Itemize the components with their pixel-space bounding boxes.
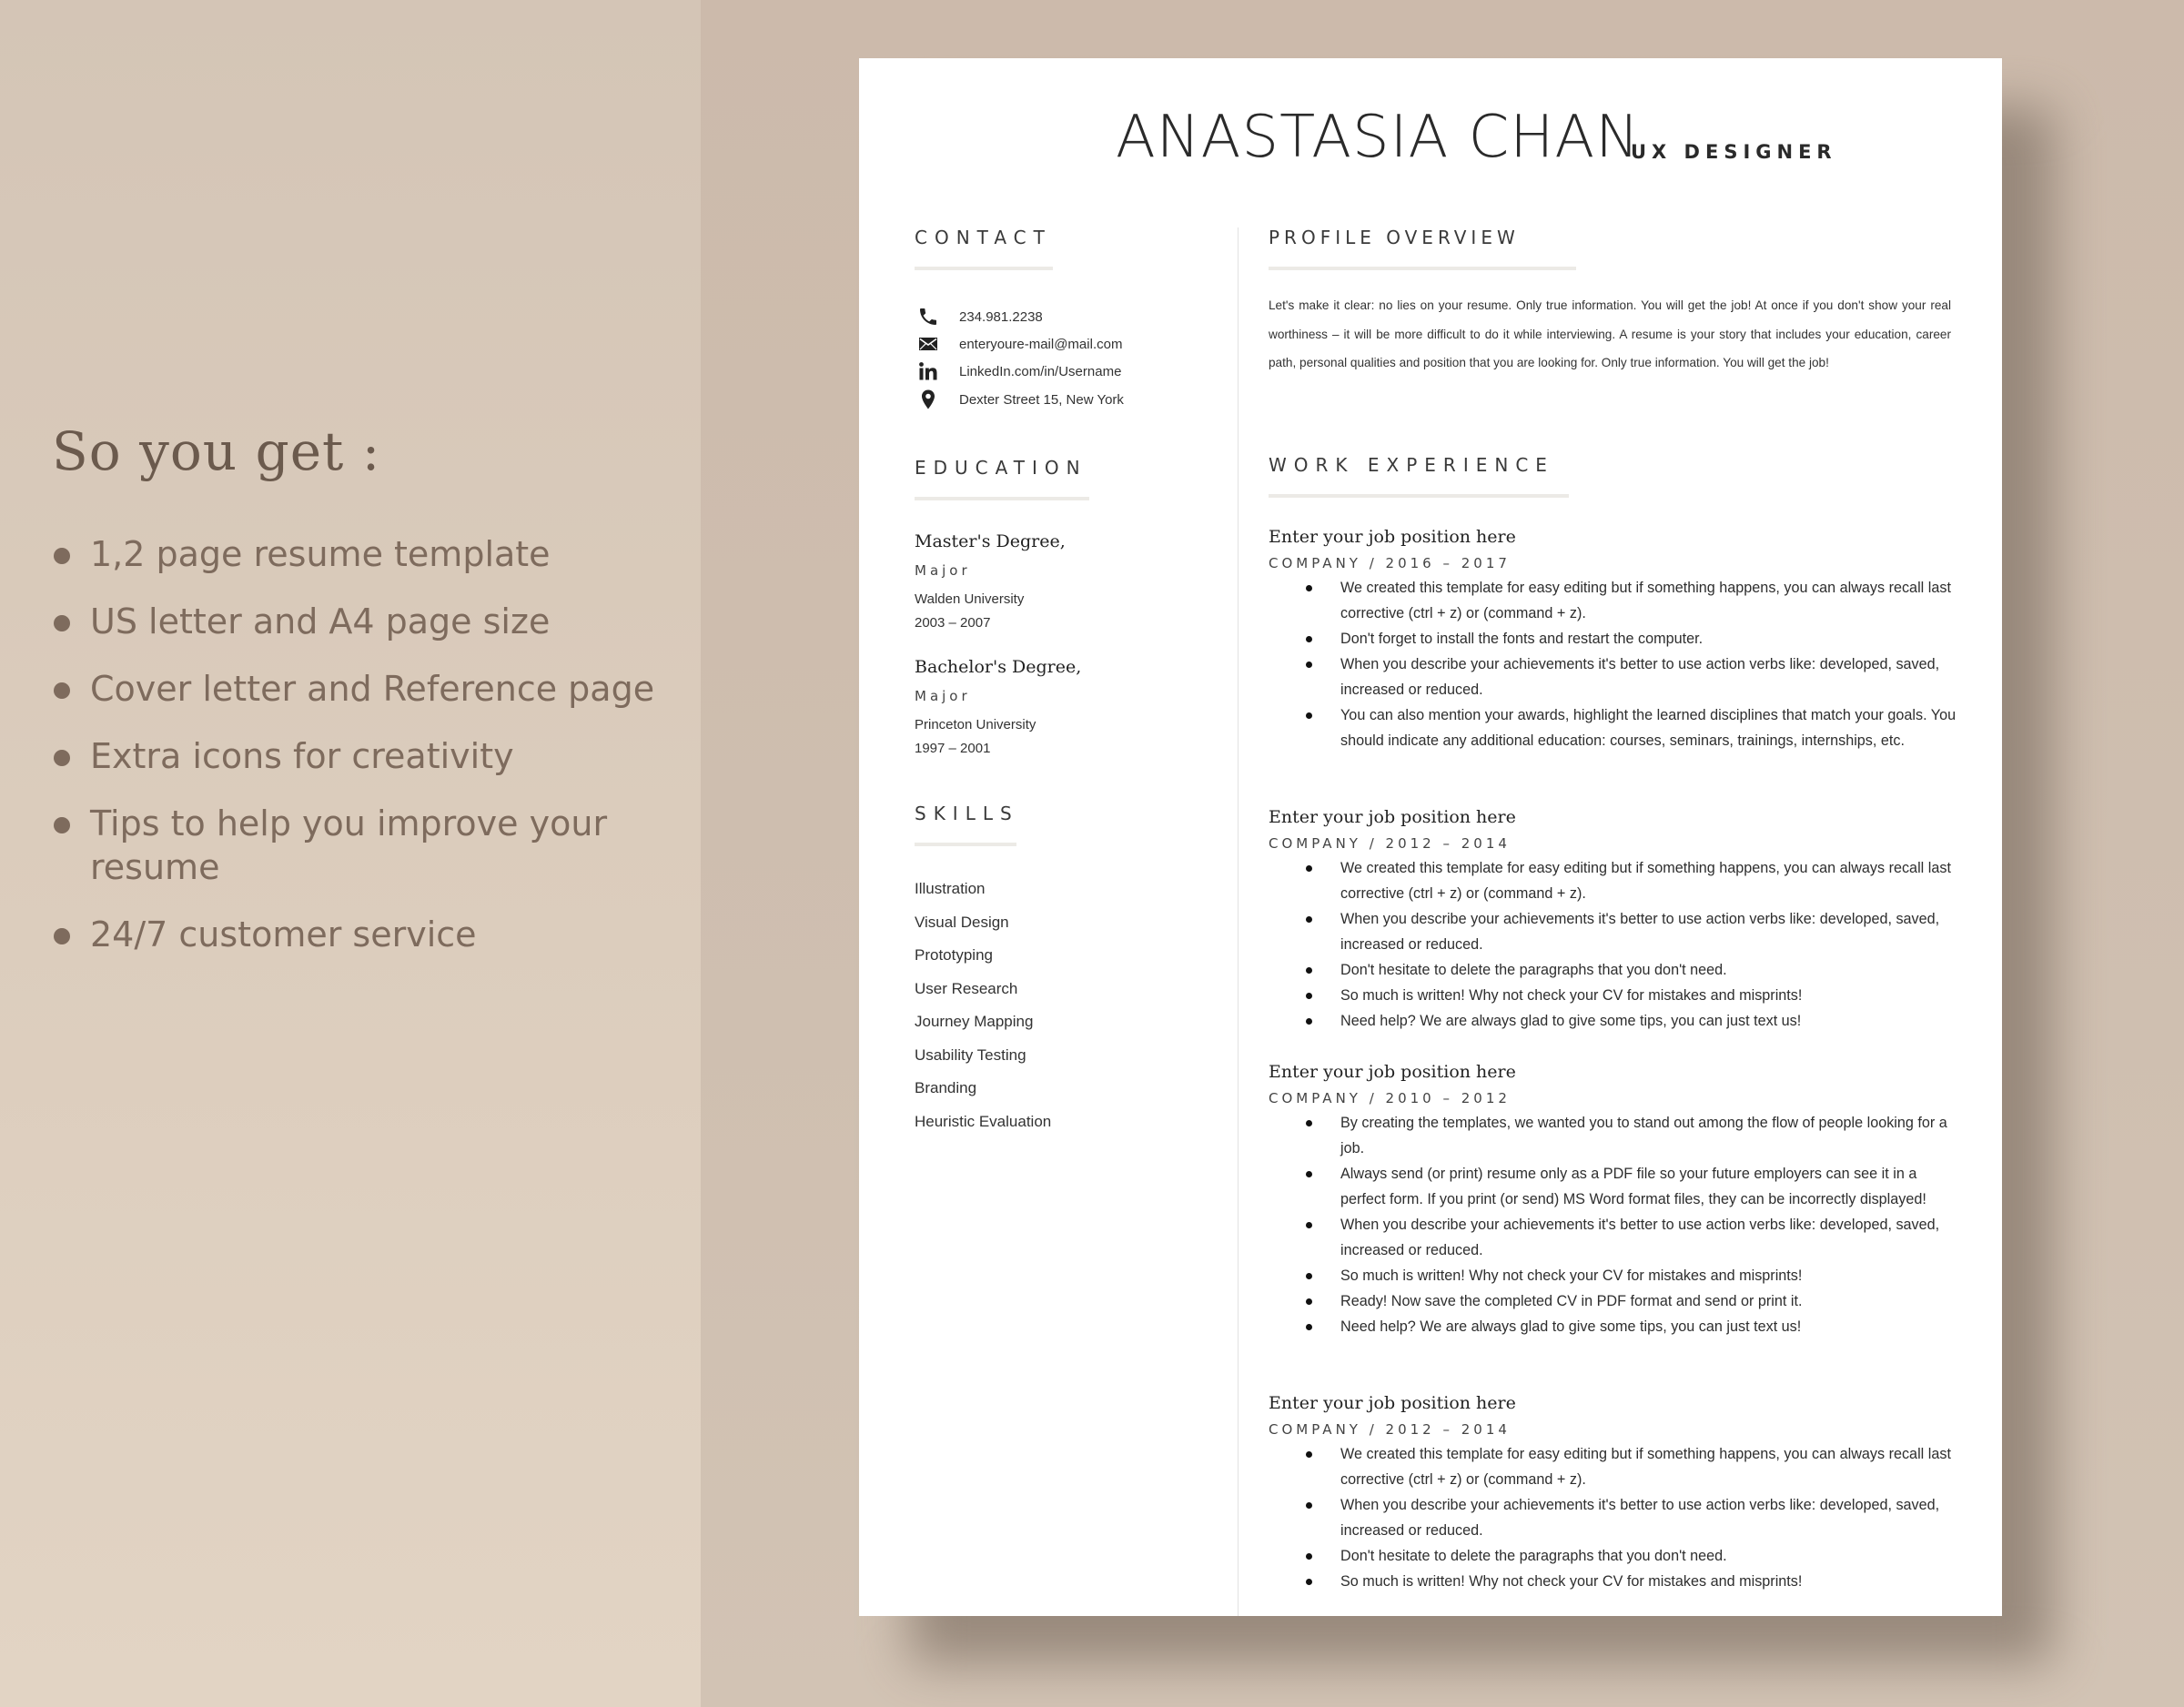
- promo-feature-list: [52, 532, 680, 980]
- promo-panel: [0, 0, 701, 1707]
- contact-heading: CONTACT: [915, 227, 1052, 248]
- profile-heading: PROFILE OVERVIEW: [1269, 227, 1520, 248]
- contact-email: [917, 332, 1122, 356]
- promo-feature-item: [52, 913, 680, 956]
- job-bullet: So much is written! Why not check your CV for mistakes and misprints!: [1269, 1569, 1960, 1594]
- skill-item: Illustration: [915, 880, 986, 897]
- resume-job-title: UX DESIGNER: [1631, 141, 1837, 163]
- contact-linkedin: [917, 359, 1121, 383]
- contact-text: 234.981.2238: [959, 308, 1043, 325]
- skill-item: Usability Testing: [915, 1046, 1026, 1064]
- promo-feature-text: 24/7 customer service: [90, 914, 477, 955]
- job-bullet: We created this template for easy editing but if something happens, you can always recall last corrective (ctrl + z) or (command + z).: [1269, 1441, 1960, 1492]
- job-entry: [1269, 524, 1960, 753]
- skill-item: Visual Design: [915, 914, 1009, 931]
- job-entry: [1269, 804, 1960, 1034]
- job-bullet: When you describe your achievements it's better to use action verbs like: developed, saved, increased or reduced.: [1269, 651, 1960, 702]
- contact-text: LinkedIn.com/in/Username: [959, 363, 1122, 379]
- job-bullet: Don't hesitate to delete the paragraphs that you don't need.: [1269, 957, 1960, 983]
- promo-feature-item: [52, 802, 680, 889]
- mail-icon: [917, 333, 939, 355]
- job-position: Enter your job position here: [1269, 807, 1516, 827]
- job-bullet: Need help? We are always glad to give some tips, you can just text us!: [1269, 1314, 1960, 1339]
- promo-feature-item: [52, 734, 680, 778]
- bullet-dot-icon: [54, 615, 70, 631]
- education-years: 1997 – 2001: [915, 741, 991, 756]
- job-bullet: Need help? We are always glad to give some tips, you can just text us!: [1269, 1008, 1960, 1034]
- bullet-dot-icon: [54, 682, 70, 699]
- job-entry: [1269, 1390, 1960, 1594]
- job-bullets: [1269, 575, 1960, 753]
- job-company: COMPANY / 2012 – 2014: [1269, 835, 1511, 852]
- job-bullet: So much is written! Why not check your CV for mistakes and misprints!: [1269, 1263, 1960, 1288]
- job-bullet: Ready! Now save the completed CV in PDF format and send or print it.: [1269, 1288, 1960, 1314]
- job-position: Enter your job position here: [1269, 1062, 1516, 1082]
- job-bullet: When you describe your achievements it's better to use action verbs like: developed, saved, increased or reduced.: [1269, 1212, 1960, 1263]
- promo-feature-text: Extra icons for creativity: [90, 736, 514, 776]
- location-pin-icon: [917, 389, 939, 410]
- job-bullets: [1269, 1110, 1960, 1339]
- heading-underline: [915, 497, 1089, 500]
- job-bullet: Don't forget to install the fonts and restart the computer.: [1269, 626, 1960, 651]
- education-heading: EDUCATION: [915, 457, 1087, 479]
- job-entry: [1269, 1059, 1960, 1339]
- skills-heading: SKILLS: [915, 803, 1019, 824]
- education-degree: Master's Degree,: [915, 531, 1066, 551]
- skill-item: Branding: [915, 1079, 977, 1096]
- work-heading: WORK EXPERIENCE: [1269, 454, 1554, 476]
- contact-phone: [917, 305, 1043, 328]
- education-school: Walden University: [915, 591, 1025, 607]
- job-bullet: Don't hesitate to delete the paragraphs that you don't need.: [1269, 1543, 1960, 1569]
- promo-feature-text: Cover letter and Reference page: [90, 669, 655, 709]
- bullet-dot-icon: [54, 817, 70, 833]
- promo-feature-item: [52, 532, 680, 576]
- education-major: Major: [915, 688, 971, 704]
- heading-underline: [915, 267, 1053, 270]
- skill-item: Heuristic Evaluation: [915, 1113, 1052, 1130]
- promo-feature-text: 1,2 page resume template: [90, 534, 551, 574]
- contact-text: enteryoure-mail@mail.com: [959, 336, 1123, 352]
- promo-feature-text: Tips to help you improve your resume: [90, 803, 608, 887]
- job-bullet: So much is written! Why not check your CV for mistakes and misprints!: [1269, 983, 1960, 1008]
- bullet-dot-icon: [54, 548, 70, 564]
- contact-address: [917, 388, 1124, 411]
- heading-underline: [915, 843, 1016, 846]
- education-major: Major: [915, 562, 971, 579]
- heading-underline: [1269, 494, 1569, 498]
- job-company: COMPANY / 2016 – 2017: [1269, 555, 1511, 571]
- profile-text: Let's make it clear: no lies on your resume. Only true information. You will get the job! At once if you don't show your real worthiness – it will be more difficult to do it while interviewing. A resume is your story that includes your education, career path, personal qualities and position that you are looking for. Only true information. You will get the job!: [1269, 298, 1951, 370]
- linkedin-icon: [917, 360, 939, 382]
- job-bullet: When you describe your achievements it's better to use action verbs like: developed, saved, increased or reduced.: [1269, 1492, 1960, 1543]
- job-bullets: [1269, 855, 1960, 1034]
- resume-name: ANASTASIA CHAN: [1116, 104, 1641, 171]
- job-company: COMPANY / 2010 – 2012: [1269, 1090, 1511, 1106]
- education-years: 2003 – 2007: [915, 615, 991, 631]
- promo-feature-item: [52, 600, 680, 643]
- job-bullet: By creating the templates, we wanted you to stand out among the flow of people looking for a job.: [1269, 1110, 1960, 1161]
- contact-text: Dexter Street 15, New York: [959, 391, 1124, 408]
- bullet-dot-icon: [54, 928, 70, 944]
- resume-page: [859, 58, 2002, 1616]
- skill-item: Journey Mapping: [915, 1013, 1034, 1030]
- job-bullets: [1269, 1441, 1960, 1594]
- promo-feature-text: US letter and A4 page size: [90, 601, 551, 641]
- bullet-dot-icon: [54, 750, 70, 766]
- job-bullet: When you describe your achievements it's better to use action verbs like: developed, saved, increased or reduced.: [1269, 906, 1960, 957]
- heading-underline: [1269, 267, 1576, 270]
- job-bullet: You can also mention your awards, highlight the learned disciplines that match your goals. You should indicate any additional education: courses, seminars, trainings, internships, etc.: [1269, 702, 1960, 753]
- education-school: Princeton University: [915, 717, 1036, 732]
- column-divider: [1238, 227, 1239, 1616]
- skill-item: User Research: [915, 980, 1018, 997]
- job-bullet: We created this template for easy editing but if something happens, you can always recall last corrective (ctrl + z) or (command + z).: [1269, 855, 1960, 906]
- promo-title: So you get :: [52, 420, 381, 482]
- phone-icon: [917, 306, 939, 328]
- skill-item: Prototyping: [915, 946, 993, 964]
- job-position: Enter your job position here: [1269, 1393, 1516, 1413]
- promo-feature-item: [52, 667, 680, 711]
- job-company: COMPANY / 2012 – 2014: [1269, 1421, 1511, 1438]
- job-bullet: Always send (or print) resume only as a PDF file so your future employers can see it in a perfect form. If you print (or send) MS Word format files, they can be incorrectly displayed!: [1269, 1161, 1960, 1212]
- education-degree: Bachelor's Degree,: [915, 657, 1082, 677]
- job-bullet: We created this template for easy editing but if something happens, you can always recall last corrective (ctrl + z) or (command + z).: [1269, 575, 1960, 626]
- job-position: Enter your job position here: [1269, 527, 1516, 547]
